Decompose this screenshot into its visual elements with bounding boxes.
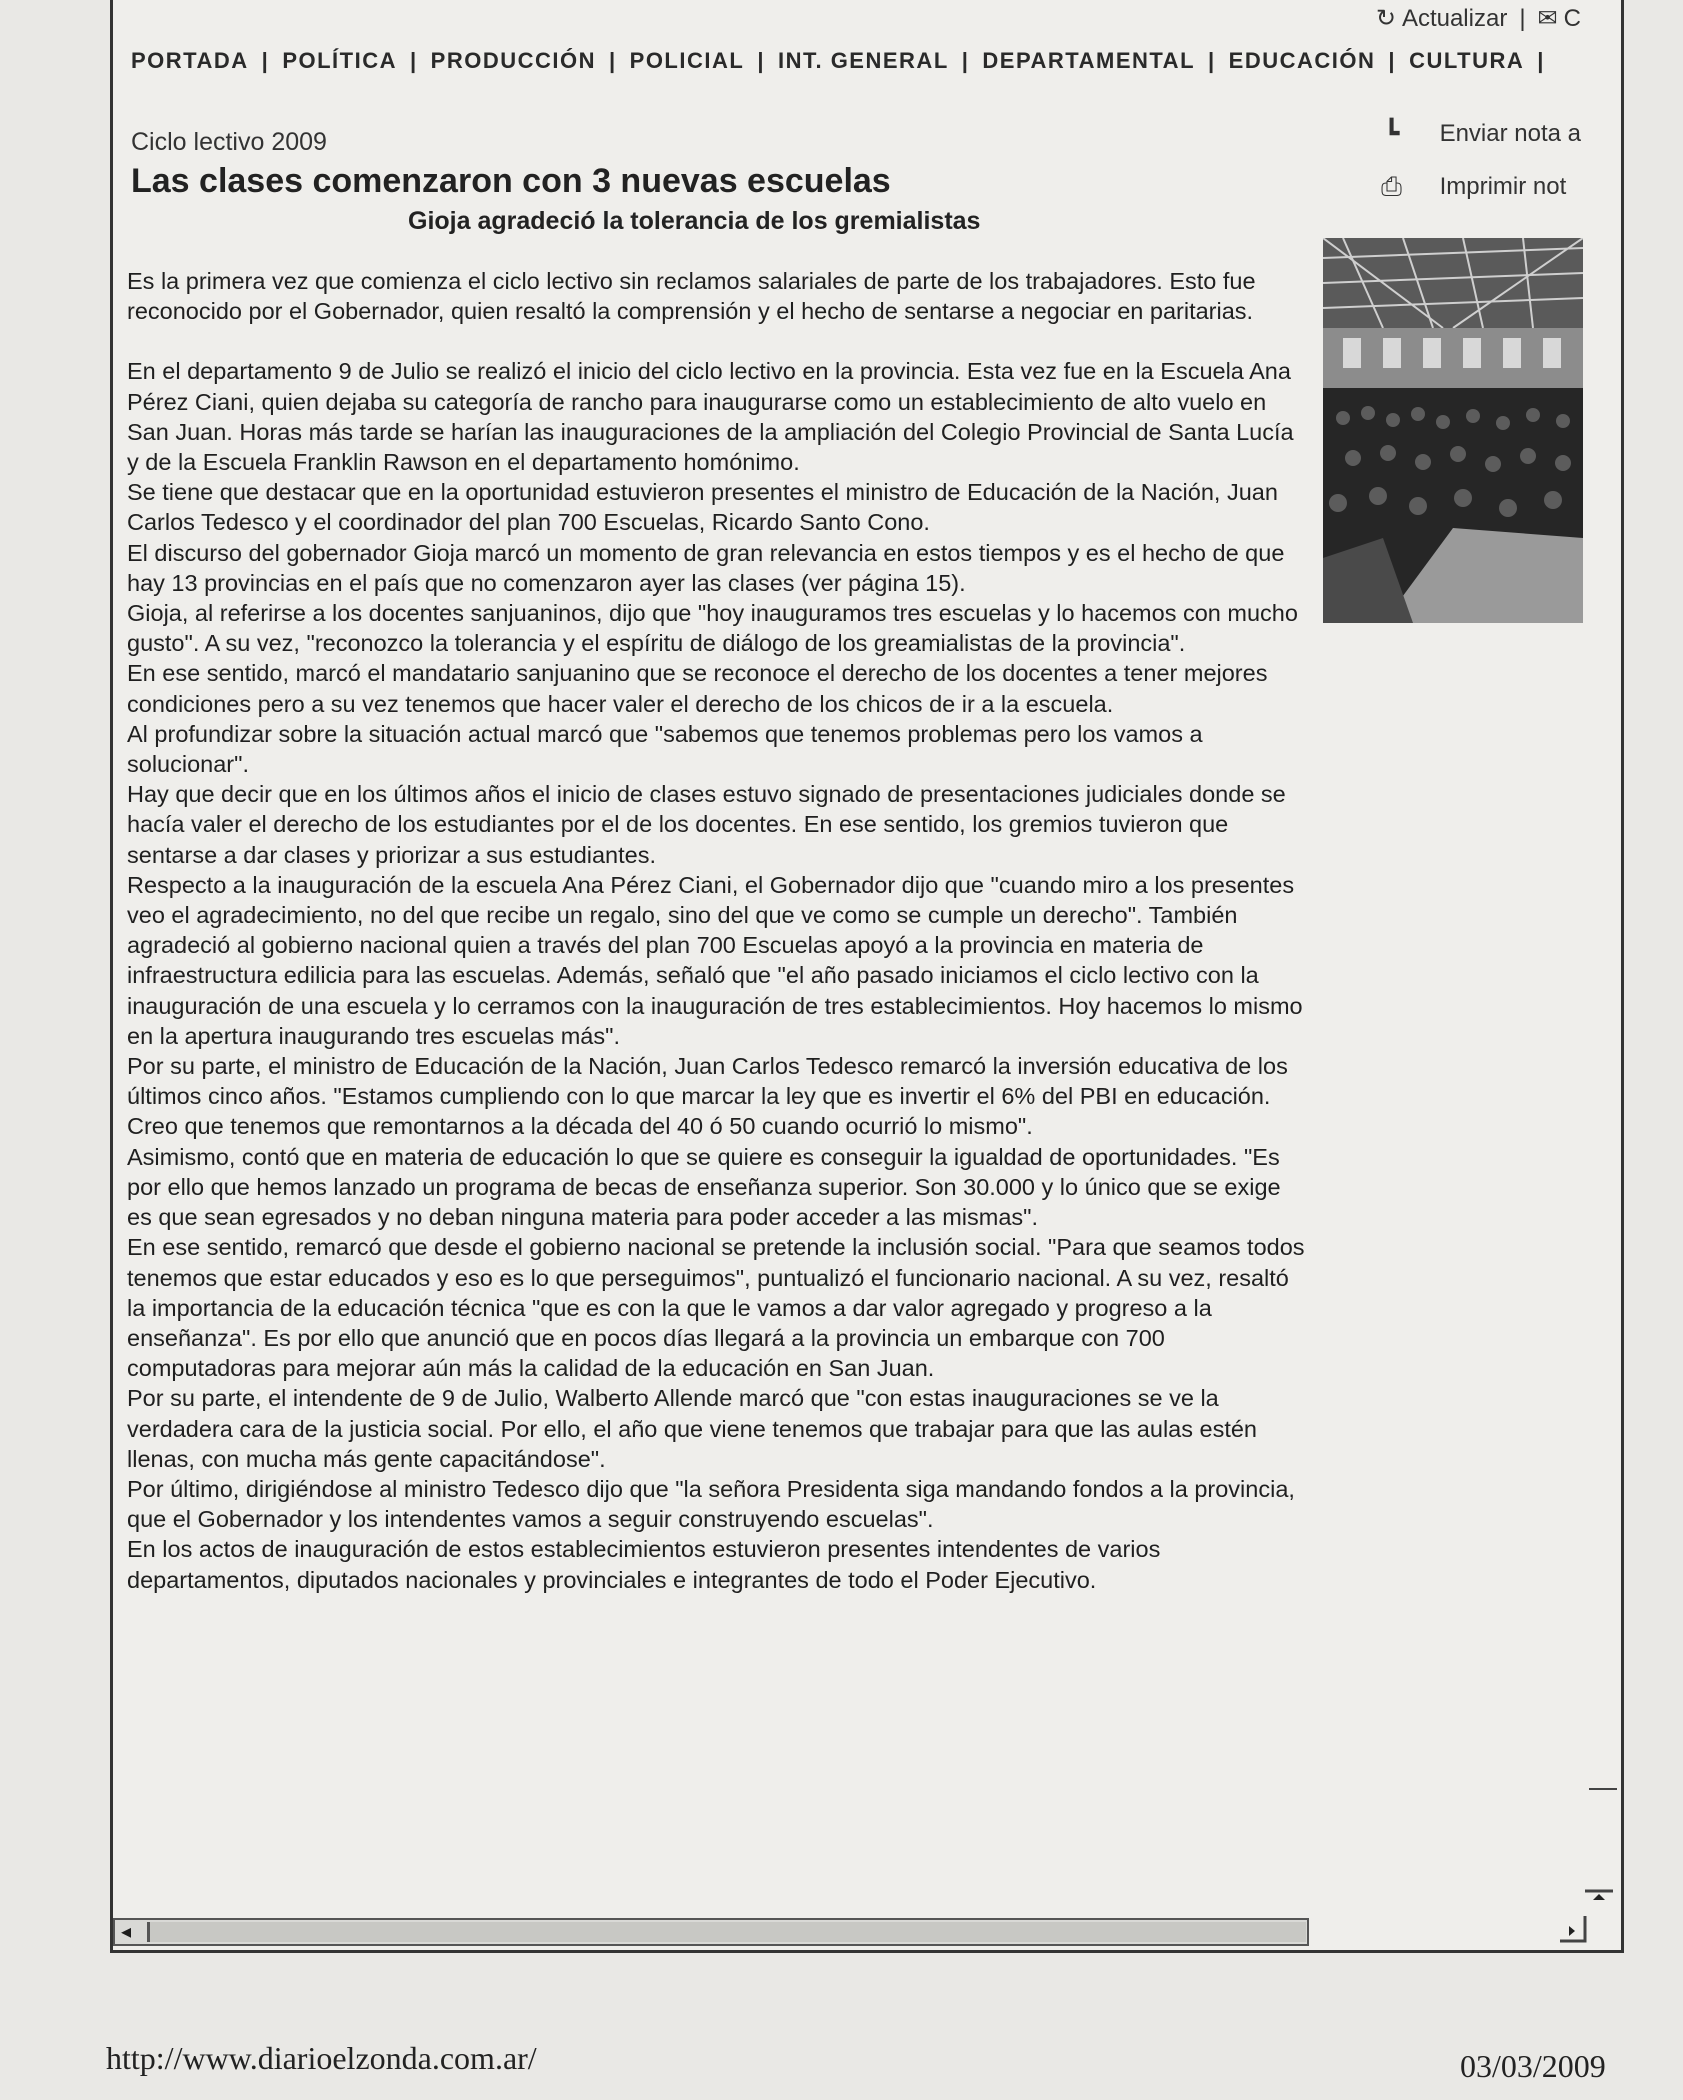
footer-url: http://www.diarioelzonda.com.ar/ — [106, 2040, 537, 2076]
send-article-button[interactable] — [1368, 118, 1581, 149]
send-article-label: Enviar nota a — [1439, 119, 1581, 147]
article-subtitle: Gioja agradeció la tolerancia de los gremialistas — [408, 207, 981, 235]
nav-item-int-general[interactable]: INT. GENERAL — [777, 48, 949, 73]
classroom-crowd-image — [1323, 238, 1583, 623]
article-paragraph: En ese sentido, remarcó que desde el gobierno nacional se pretende la inclusión social. "Para que seamos todos tenemos que estar educados y eso es lo que perseguimos", puntualizó el funcionario nacional. A su vez, resaltó la importancia de la educación técnica "que es con la que le vamos a dar valor agregado y progreso a la enseñanza". Es por ello que anunció que en pocos días llegará a la provincia un embarque con 700 computadoras para mejorar aún más la calidad de la educación en San Juan. — [127, 1234, 1305, 1382]
page-frame — [110, 0, 1624, 1953]
send-icon: ┗ — [1383, 118, 1400, 148]
nav-divider: | — [608, 48, 617, 73]
nav-divider: | — [961, 48, 970, 73]
article-paragraph: Gioja, al referirse a los docentes sanjuaninos, dijo que "hoy inauguramos tres escuelas y lo hacemos con mucho gusto". A su vez, "reconozco la tolerancia y el espíritu de diálogo de los greamialistas de la provincia". — [127, 600, 1298, 657]
print-article-label: Imprimir not — [1439, 173, 1567, 200]
scroll-down-arrow-icon — [1593, 1894, 1605, 1900]
article-paragraph: Asimismo, contó que en materia de educación lo que se quiere es conseguir la igualdad de oportunidades. "Es por ello que hemos lanzado un programa de becas de enseñanza superior. Son 30.000 y lo único que se exige es que sean egresados y no deban ninguna materia para poder acceder a las mismas". — [127, 1143, 1281, 1231]
nav-item-educacion[interactable]: EDUCACIÓN — [1228, 48, 1376, 73]
nav-item-cultura[interactable]: CULTURA — [1409, 48, 1525, 73]
scrollbar-thumb[interactable] — [147, 1922, 1306, 1942]
nav-divider: | — [261, 48, 270, 73]
nav-divider: | — [1388, 48, 1397, 73]
article-paragraph: Es la primera vez que comienza el ciclo lectivo sin reclamos salariales de parte de los trabajadores. Esto fue reconocido por el Gobernador, quien resaltó la comprensión y el hecho de sentarse a negociar en paritarias. — [127, 268, 1256, 325]
scroll-right-arrow-icon — [1569, 1926, 1575, 1936]
article-paragraph: Hay que decir que en los últimos años el inicio de clases estuvo signado de presentaciones judiciales donde se hacía valer el derecho de los estudiantes por el de los docentes. En ese sentido, los gremios tuvieron que sentarse a dar clases y priorizar a sus estudiantes. — [127, 781, 1286, 868]
nav-item-departamental[interactable]: DEPARTAMENTAL — [982, 48, 1196, 73]
print-article-button[interactable] — [1368, 171, 1581, 203]
nav-divider: | — [757, 48, 765, 73]
section-nav — [131, 48, 1601, 74]
article-paragraph: Al profundizar sobre la situación actual marcó que "sabemos que tenemos problemas pero los vamos a solucionar". — [127, 720, 1203, 778]
horizontal-scrollbar[interactable] — [113, 1918, 1309, 1946]
toolbar-extra-link[interactable]: C — [1563, 4, 1581, 32]
scroll-left-arrow-icon[interactable]: ◂ — [121, 1921, 132, 1943]
article-title: Las clases comenzaron con 3 nuevas escuelas — [131, 162, 891, 200]
article-paragraph: Por su parte, el ministro de Educación de la Nación, Juan Carlos Tedesco remarcó la inversión educativa de los últimos cinco años. "Estamos cumpliendo con lo que marcar la ley que es invertir el 6% del PBI en educación. Creo que tenemos que remontarnos a la década del 40 ó 50 cuando ocurrió lo mismo". — [127, 1053, 1288, 1140]
nav-item-politica[interactable]: POLÍTICA — [282, 48, 397, 73]
nav-item-policial[interactable]: POLICIAL — [629, 48, 745, 73]
article-paragraph: El discurso del gobernador Gioja marcó un momento de gran relevancia en estos tiempos y es el hecho de que hay 13 provincias en el país que no comenzaron ayer las clases (ver página 15). — [127, 539, 1285, 596]
nav-divider: | — [1208, 48, 1216, 73]
article-paragraph: Se tiene que destacar que en la oportunidad estuvieron presentes el ministro de Educación de la Nación, Juan Carlos Tedesco y el coordinador del plan 700 Escuelas, Ricardo Santo Cono. — [127, 479, 1278, 536]
article-kicker: Ciclo lectivo 2009 — [131, 128, 327, 156]
nav-divider: | — [409, 48, 418, 73]
nav-item-portada[interactable]: PORTADA — [131, 48, 249, 73]
email-icon[interactable]: ✉ — [1537, 5, 1558, 32]
nav-divider: | — [1537, 48, 1545, 73]
nav-item-produccion[interactable]: PRODUCCIÓN — [430, 48, 596, 73]
vertical-scrollbar-end — [1589, 1788, 1617, 1790]
article-photo — [1323, 238, 1583, 623]
article-paragraph: En el departamento 9 de Julio se realizó el inicio del ciclo lectivo en la provincia. Esta vez fue en la Escuela Ana Pérez Ciani, quien dejaba su categoría de rancho para inaugurarse como un establecimiento de alto vuelo en San Juan. Horas más tarde se harían las inauguraciones de la ampliación del Colegio Provincial de Santa Lucía y de la Escuela Franklin Rawson en el departamento homónimo. — [127, 358, 1294, 476]
article-paragraph: En los actos de inauguración de estos establecimientos estuvieron presentes intendentes de varios departamentos, diputados nacionales y provinciales e integrantes de todo el Poder Ejecutivo. — [127, 1536, 1161, 1593]
footer-date: 03/03/2009 — [1460, 2048, 1606, 2084]
toolbar-separator: | — [1519, 4, 1526, 32]
article-paragraph: Por último, dirigiéndose al ministro Tedesco dijo que "la señora Presidenta siga mandando fondos a la provincia, que el Gobernador y los intendentes vamos a seguir construyendo escuelas". — [127, 1475, 1295, 1533]
print-icon: ⎙ — [1381, 171, 1402, 201]
article-paragraph: Respecto a la inauguración de la escuela Ana Pérez Ciani, el Gobernador dijo que "cuando miro a los presentes veo el agradecimiento, no del que recibe un regalo, sino del que ve como se cumple un derecho". También agradeció al gobierno nacional quien a través del plan 700 Escuelas apoyó a la provincia en materia de infraestructura edilicia para las escuelas. Además, señaló que "el año pasado iniciamos el ciclo lectivo con la inauguración de una escuela y lo cerramos con la inauguración de tres establecimientos. Hoy hacemos lo mismo en la apertura inaugurando tres escuelas más". — [127, 871, 1303, 1049]
article-paragraph: Por su parte, el intendente de 9 de Julio, Walberto Allende marcó que "con estas inauguraciones se ve la verdadera cara de la justicia social. Por ello, el año que viene tenemos que trabajar para que las aulas estén llenas, con mucha más gente capacitándose". — [127, 1385, 1257, 1472]
article-paragraph: En ese sentido, marcó el mandatario sanjuanino que se reconoce el derecho de los docentes a tener mejores condiciones pero a su vez tenemos que hacer valer el derecho de los chicos de ir a la escuela. — [127, 660, 1268, 717]
article-body — [127, 266, 1307, 1595]
toolbar — [1376, 4, 1581, 33]
article-actions — [1368, 118, 1581, 225]
scroll-corner — [1555, 1886, 1615, 1946]
refresh-link[interactable]: Actualizar — [1401, 4, 1508, 32]
refresh-icon[interactable]: ↻ — [1375, 5, 1396, 32]
